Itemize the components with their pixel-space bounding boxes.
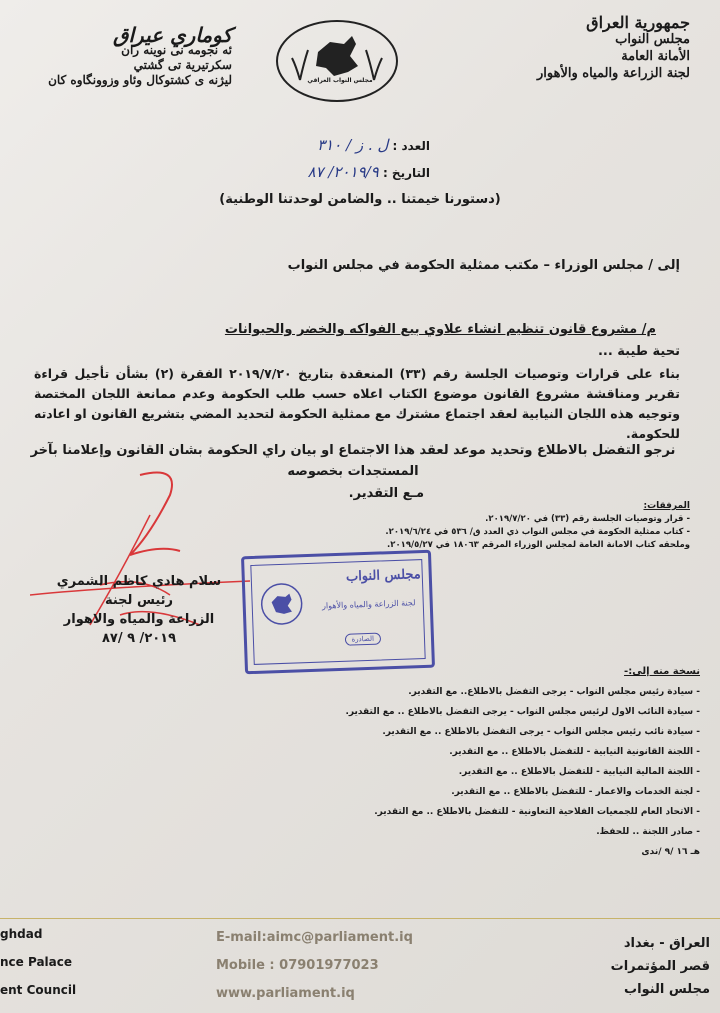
parliament-emblem-icon [276,20,398,102]
signer-title: رئيس لجنة [104,593,173,608]
motto: (دستورنا خيمتنا .. والضامن لوحدتنا الوطنية) [219,192,501,207]
reference-number-label: العدد : [392,139,430,153]
header-right-arabic [440,14,690,82]
official-stamp [241,550,435,675]
footer-left-line: ghdad [0,927,43,941]
copies-item: - صادر اللجنة .. للحفظ. [596,827,700,837]
copies-item: - لجنة الخدمات والاعمار - للتفضل بالاطلاع .. مع التقدير. [451,787,700,797]
signer-committee: الزراعة والمياه والاهوار [63,612,215,627]
attachment-item: - قرار وتوصيات الجلسة رقم (٣٣) في ٢٠١٩/٧/٢٠. [485,514,690,524]
footer-contact [216,924,413,1008]
copies-item: - اللجنة المالية النيابية - للتفضل بالاطلاع .. مع التقدير. [458,767,700,777]
reference-number [270,132,430,159]
header-right-line: الأمانة العامة [621,49,690,64]
footer-divider [0,918,720,919]
header-right-line: لجنة الزراعة والمياه والأهوار [536,66,690,81]
footer-website: www.parliament.iq [216,986,355,1001]
header-left-line: ليژنه ى كشتوكال وئاو وزوونگاوه كان [48,73,232,87]
greeting: تحية طيبة ... [597,344,680,359]
reference-block [270,132,430,186]
stamp-label: الصادرة [344,633,381,646]
regards: مـع التقدير. [348,486,424,501]
footer-right-line: قصر المؤتمرات [610,959,710,974]
header-right-line: مجلس النواب [615,32,690,47]
stamp-subtitle: لجنة الزراعة والمياه والأهوار [321,598,416,611]
footer-left-line: ent Council [0,983,77,997]
stamp-emblem-icon [259,581,305,627]
footer-right-line: مجلس النواب [624,982,710,997]
footer-email: E-mail:aimc@parliament.iq [216,930,413,945]
stamp-title: مجلس النواب [345,567,422,585]
attachments-title: المرفقات: [643,501,690,511]
addressee: إلى / مجلس الوزراء – مكتب ممثلية الحكومة في مجلس النواب [287,258,680,273]
attachment-item: وملحقه كتاب الامانة العامة لمجلس الوزراء المرقم ١٨٠٦٣ في ٢٠١٩/٥/٢٧. [387,540,690,550]
copies-item: - سيادة رئيس مجلس النواب - يرجى التفضل بالاطلاع.. مع التقدير. [408,687,700,697]
body-paragraph: بناء على قرارات وتوصيات الجلسة رقم (٣٣) المنعقدة بتاريخ ٢٠١٩/٧/٢٠ الفقرة (٢) بشأن تأجيل قراءة تقرير ومناقشة مشروع القانون موضوع الكتاب اعلاه حسب طلب الحكومة وعدم ممانعة اللجان المختصة وتوجيه هذه اللجان النيابية لعقد اجتماع مشترك مع ممثلية الحكومة لتحديد المضي بتشريع القانون او اعادته للحكومة. [34,366,680,441]
signer-block [44,572,234,648]
footer-right [611,932,710,1001]
header-left-kurdish [12,23,232,88]
copies-item: - سيادة النائب الاول لرئيس مجلس النواب - يرجى التفضل بالاطلاع .. مع التقدير. [345,707,700,717]
header-right-line: جمهورية العراق [586,13,690,32]
header-left-line: كوماري عيراق [112,23,232,47]
copies-title: نسخة منه إلى:- [624,666,700,677]
footer-mobile: Mobile : 07901977023 [216,958,379,973]
reference-date [270,159,430,186]
footer-left [0,920,76,1004]
copies-item: هـ ١٦ /٩ /ندى [641,847,700,857]
request-paragraph: نرجو التفضل بالاطلاع وتحديد موعد لعقد هذا الاجتماع او بيان راي الحكومة بشان القانون وإعلامنا بآخر المستجدات بخصوصه [30,443,676,479]
header-left-line: ئه نجومه نى نوينه ران [121,43,232,57]
reference-date-label: التاريخ : [382,166,430,180]
attachments [270,500,690,552]
signer-date: ٢٠١٩/ ٩ /٨٧ [101,631,177,646]
footer-left-line: nce Palace [0,955,73,969]
signer-name: سلام هادي كاظم الشمري [56,574,222,589]
reference-number-value: ل . ز / ٣١٠ [317,136,389,154]
copies-item: - سيادة نائب رئيس مجلس النواب - يرجى التفضل بالاطلاع .. مع التقدير. [382,727,700,737]
reference-date-value: ٢٠١٩/٩/ ٨٧ [307,163,379,181]
emblem-caption: مجلس النواب العراقي [307,77,373,84]
footer-right-line: العراق - بغداد [623,936,710,951]
copies-list [280,662,700,862]
copies-item: - الاتحاد العام للجمعيات الفلاحية التعاونية - للتفضل بالاطلاع .. مع التقدير. [374,807,700,817]
subject: م/ مشروع قانون تنظيم انشاء علاوي بيع الفواكه والخضر والحيوانات [224,322,656,337]
header-left-line: سكرتيرية تى گشتي [133,58,232,72]
attachment-item: - كتاب ممثلية الحكومة في مجلس النواب ذي العدد ق/ ٥٣٦ في ٢٠١٩/٦/٢٤. [385,527,690,537]
copies-item: - اللجنة القانونية النيابية - للتفضل بالاطلاع .. مع التقدير. [449,747,700,757]
